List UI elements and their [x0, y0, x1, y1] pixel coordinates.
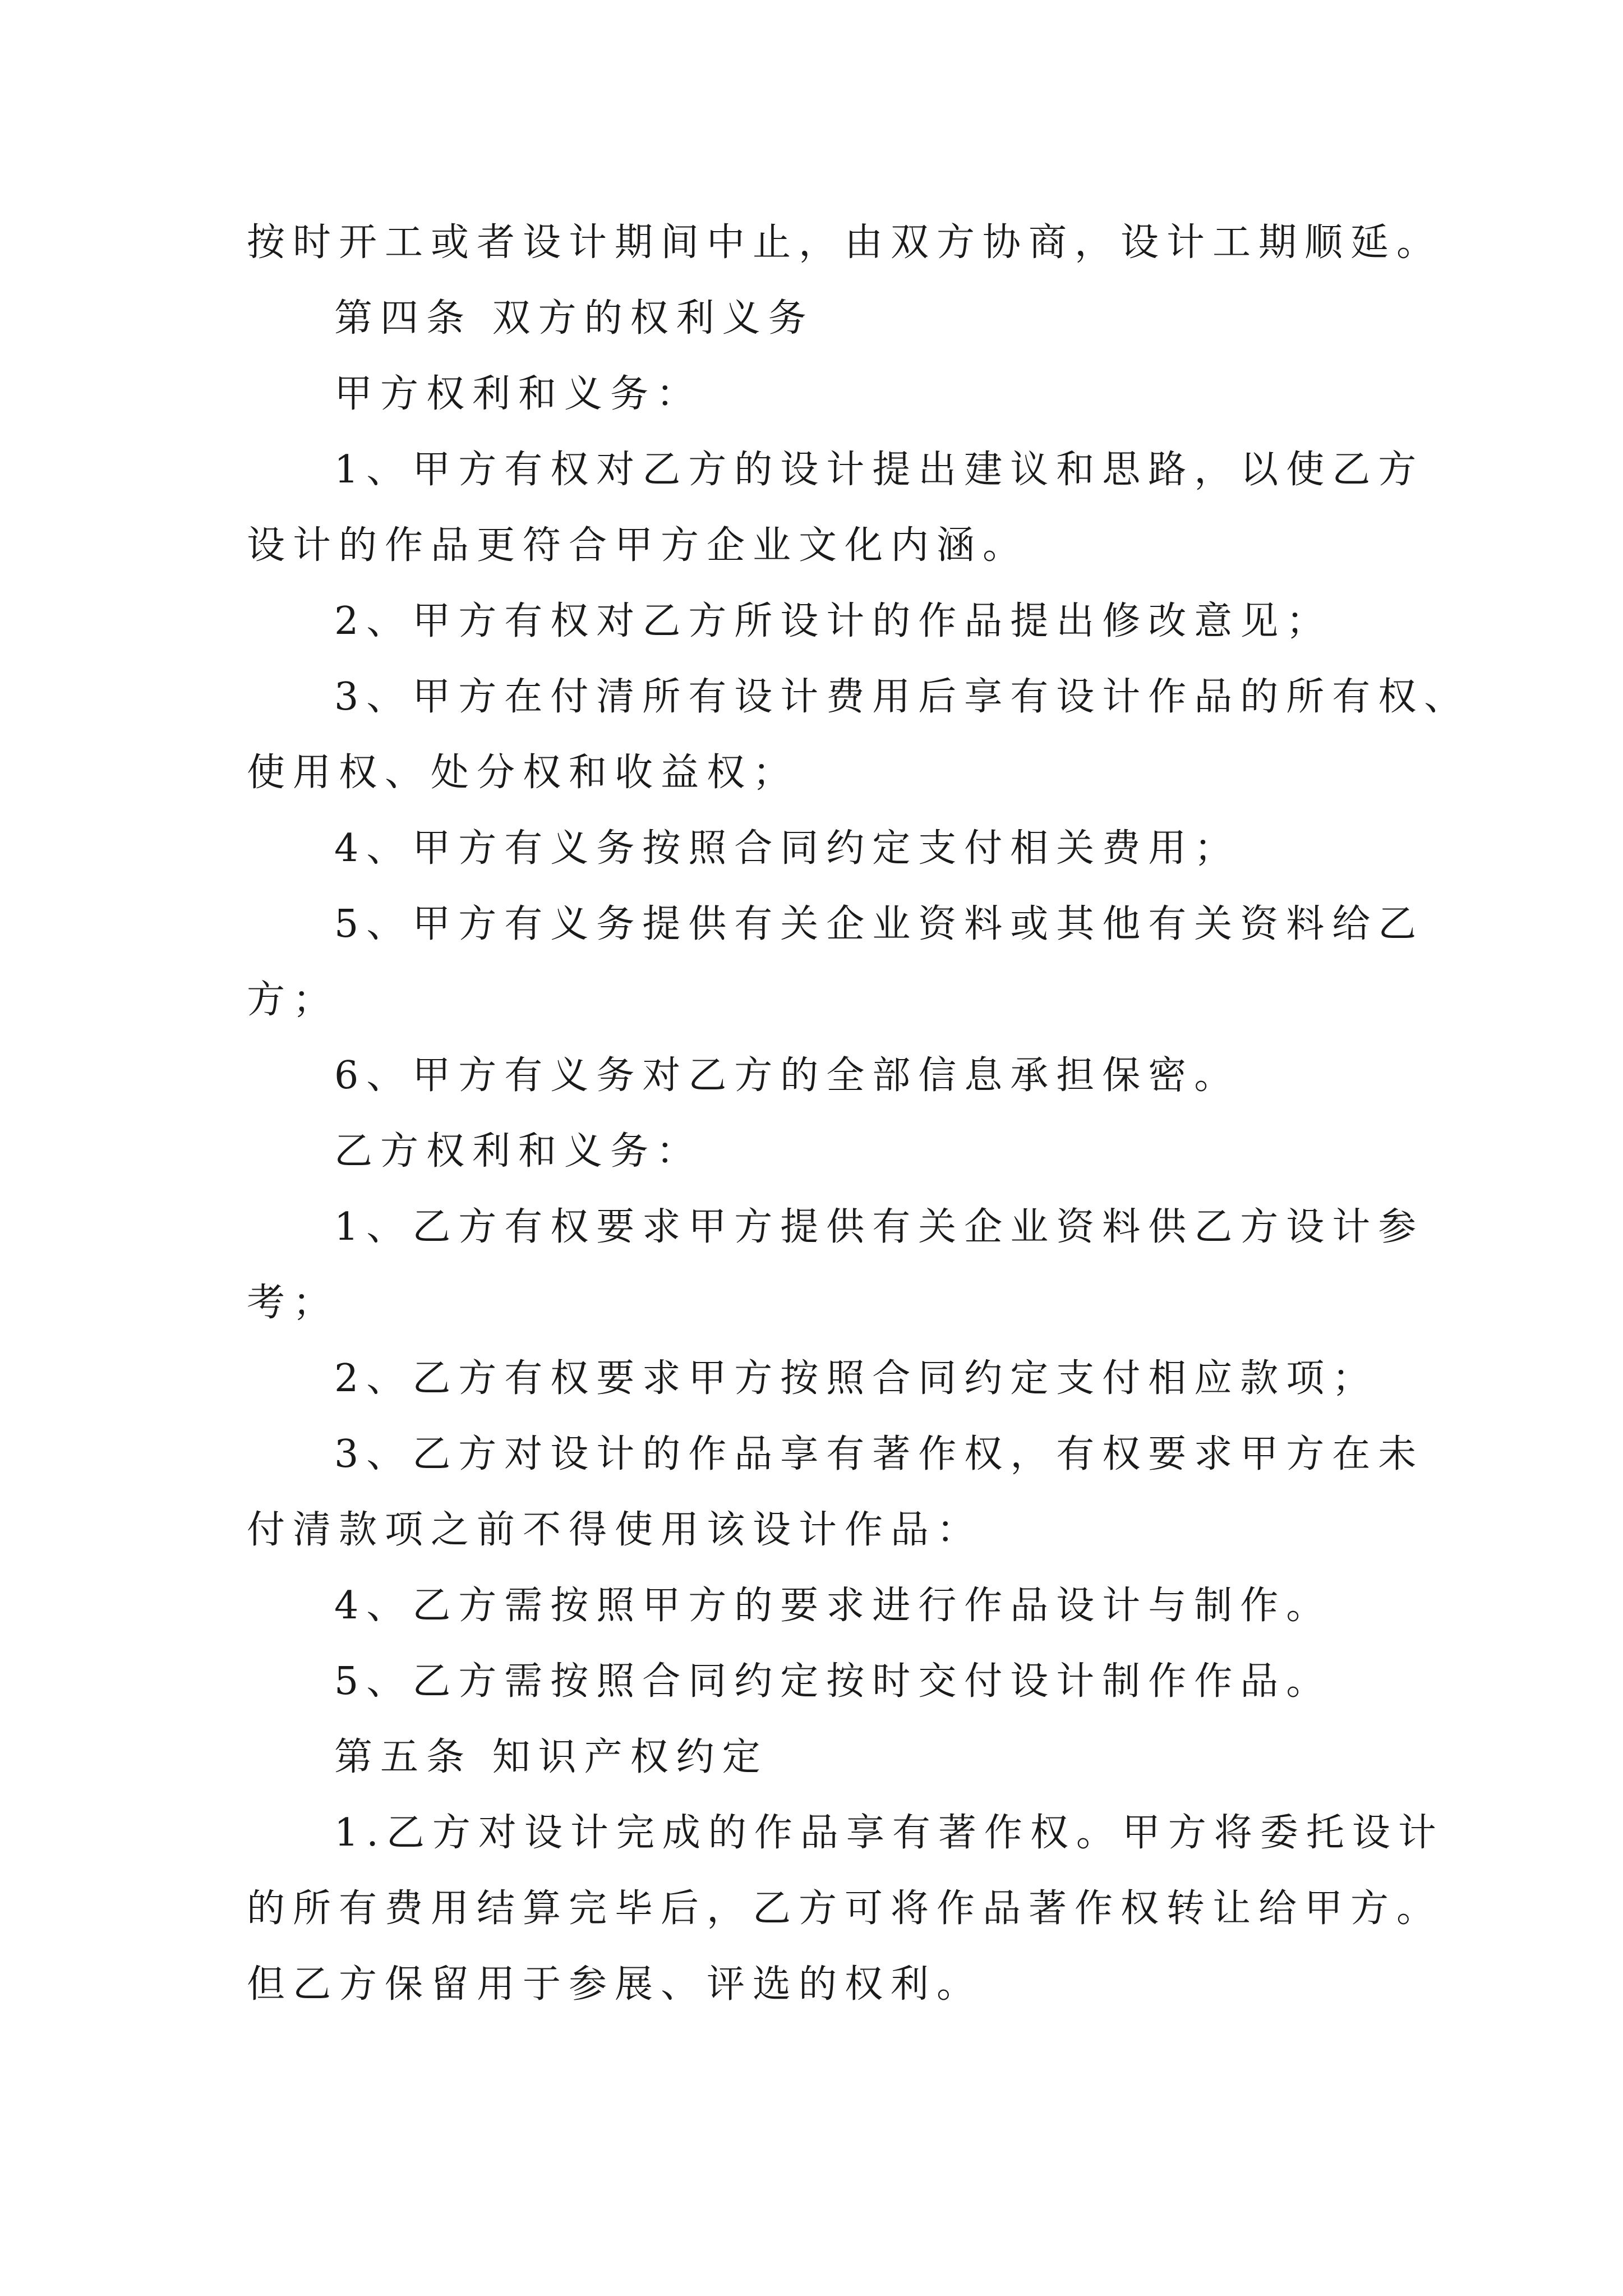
- text-line: 使用权、处分权和收益权；: [247, 751, 799, 795]
- text-line: 1、甲方有权对乙方的设计提出建议和思路，以使乙方: [334, 448, 1424, 492]
- text-line: 4、甲方有义务按照合同约定支付相关费用；: [334, 826, 1241, 871]
- text-line: 设计的作品更符合甲方企业文化内涵。: [247, 523, 1029, 568]
- section-heading-5: 第五条 知识产权约定: [334, 1735, 768, 1779]
- text-line: 5、甲方有义务提供有关企业资料或其他有关资料给乙: [334, 902, 1424, 946]
- text-line: 考；: [247, 1281, 339, 1325]
- text-line: 4、乙方需按照甲方的要求进行作品设计与制作。: [334, 1584, 1332, 1628]
- subheading-party-b: 乙方权利和义务：: [334, 1129, 703, 1174]
- subheading-party-a: 甲方权利和义务：: [334, 372, 703, 416]
- text-line: 5、乙方需按照合同约定按时交付设计制作作品。: [334, 1659, 1332, 1704]
- text-line: 6、甲方有义务对乙方的全部信息承担保密。: [334, 1053, 1241, 1098]
- text-line: 方；: [247, 978, 339, 1022]
- text-line: 付清款项之前不得使用该设计作品：: [247, 1508, 983, 1552]
- text-line: 按时开工或者设计期间中止，由双方协商，设计工期顺延。: [247, 220, 1443, 265]
- text-line: 1.乙方对设计完成的作品享有著作权。甲方将委托设计: [334, 1811, 1444, 1855]
- text-line: 2、乙方有权要求甲方按照合同约定支付相应款项；: [334, 1356, 1378, 1401]
- document-body: [247, 205, 1470, 2022]
- text-line: 1、乙方有权要求甲方提供有关企业资料供乙方设计参: [334, 1205, 1424, 1249]
- text-line: 2、甲方有权对乙方所设计的作品提出修改意见；: [334, 599, 1332, 643]
- text-line: 3、甲方在付清所有设计费用后享有设计作品的所有权、: [334, 675, 1470, 719]
- text-line: 3、乙方对设计的作品享有著作权，有权要求甲方在未: [334, 1432, 1424, 1476]
- text-line: 的所有费用结算完毕后，乙方可将作品著作权转让给甲方。: [247, 1887, 1443, 1931]
- section-heading-4: 第四条 双方的权利义务: [334, 296, 814, 341]
- text-line: 但乙方保留用于参展、评选的权利。: [247, 1962, 983, 2007]
